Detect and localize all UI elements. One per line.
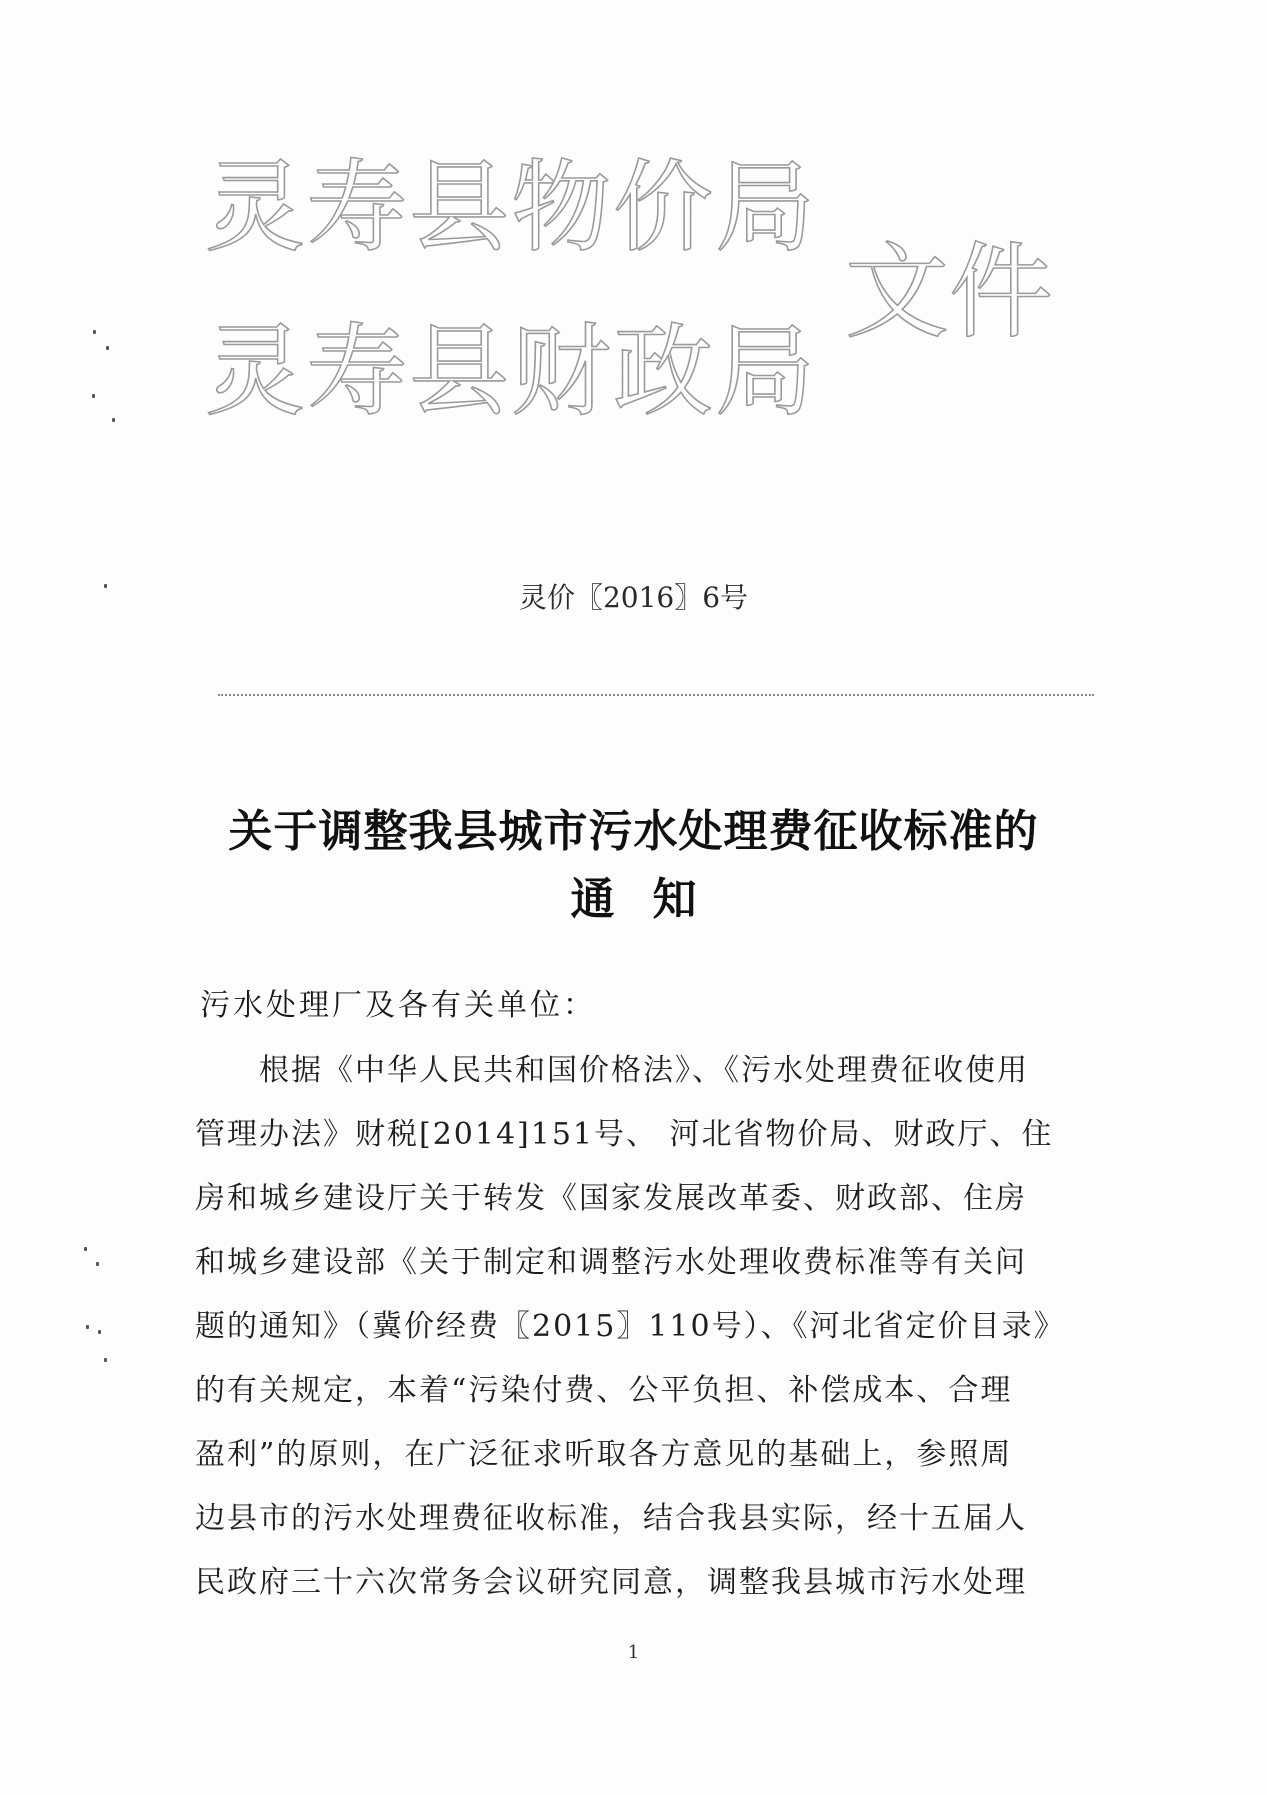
- body-line: 题的通知》（冀价经费〖2015〗110号）、《河北省定价目录》: [195, 1309, 1066, 1344]
- document-title-line-2: 通知: [570, 874, 735, 925]
- body-line: 的有关规定，本着“污染付费、公平负担、补偿成本、合理: [195, 1373, 1013, 1408]
- scan-speck: [84, 1247, 87, 1251]
- page-number: 1: [627, 1642, 640, 1663]
- body-line: 和城乡建设部《关于制定和调整污水处理收费标准等有关问: [195, 1245, 1027, 1280]
- letterhead-org-1: 灵寿县物价局: [205, 149, 817, 266]
- header-divider: [218, 694, 1094, 696]
- body-line: 边县市的污水处理费征收标准，结合我县实际，经十五届人: [195, 1501, 1027, 1536]
- scan-speck: [112, 418, 115, 422]
- scan-speck: [93, 330, 96, 334]
- scan-speck: [96, 1262, 99, 1266]
- salutation: 污水处理厂及各有关单位：: [200, 988, 596, 1023]
- scan-speck: [98, 1330, 101, 1334]
- document-number: 灵价〖2016〗6号: [518, 581, 749, 614]
- letterhead-org-2: 灵寿县财政局: [205, 313, 817, 430]
- scan-speck: [86, 1325, 89, 1329]
- body-line: 根据《中华人民共和国价格法》、《污水处理费征收使用: [195, 1053, 1029, 1088]
- letterhead-suffix: 文件: [845, 231, 1054, 353]
- letterhead: [0, 0, 1267, 480]
- body-line: 房和城乡建设厅关于转发《国家发展改革委、财政部、住房: [195, 1181, 1027, 1216]
- body-line: 民政府三十六次常务会议研究同意，调整我县城市污水处理: [195, 1565, 1027, 1600]
- body-line: 管理办法》财税[2014]151号、 河北省物价局、财政厅、住: [195, 1117, 1054, 1152]
- body-line: 盈利”的原则，在广泛征求听取各方意见的基础上，参照周: [195, 1437, 1013, 1472]
- document-title-line-1: 关于调整我县城市污水处理费征收标准的: [228, 806, 1039, 857]
- scan-speck: [92, 394, 95, 398]
- scan-speck: [106, 346, 109, 350]
- scan-speck: [104, 1358, 107, 1362]
